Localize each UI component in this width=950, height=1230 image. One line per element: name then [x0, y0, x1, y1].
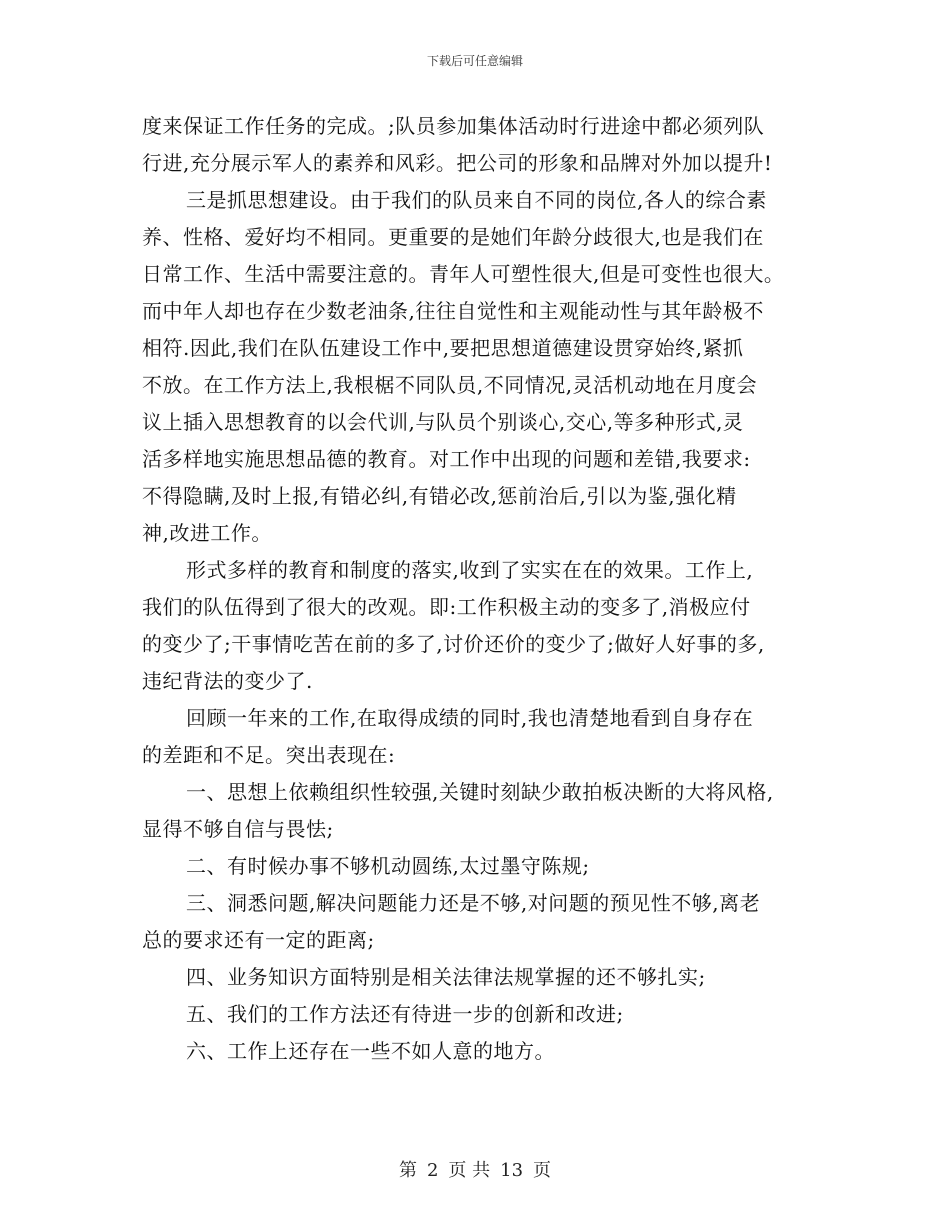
- text-line: 五、我们的工作方法还有待进一步的创新和改进;: [186, 1002, 624, 1026]
- text-line: 活多样地实施思想品德的教育。对工作中出现的问题和差错,我要求:: [142, 447, 751, 471]
- text-line: 不得隐瞒,及时上报,有错必纠,有错必改,惩前治后,引以为鉴,强化精: [142, 484, 737, 508]
- paragraph: [142, 774, 814, 848]
- text-line: 显得不够自信与畏怯;: [142, 817, 334, 841]
- paragraph: [142, 959, 814, 996]
- paragraph: [142, 700, 814, 774]
- text-line: 相符.因此,我们在队伍建设工作中,要把思想道德建设贯穿始终,紧抓: [142, 336, 744, 360]
- text-line: 养、性格、爱好均不相同。更重要的是她们年龄分歧很大,也是我们在: [142, 225, 764, 249]
- text-line: 不放。在工作方法上,我根椐不同队员,不同情况,灵活机动地在月度会: [142, 373, 758, 397]
- paragraph: [142, 108, 814, 182]
- text-line: 神,改进工作。: [142, 521, 272, 545]
- footer-prefix: 第: [398, 1160, 417, 1181]
- footer-suffix: 页: [533, 1160, 552, 1181]
- paragraph: [142, 1033, 814, 1070]
- text-line: 四、业务知识方面特别是相关法律法规掌握的还不够扎实;: [186, 965, 706, 989]
- total-page-count: 13: [500, 1160, 524, 1181]
- text-line: 形式多样的教育和制度的落实,收到了实实在在的效果。工作上,: [186, 558, 754, 582]
- text-line: 度来保证工作任务的完成。;队员参加集体活动时行进途中都必须列队: [142, 114, 765, 138]
- text-line: 行进,充分展示军人的素养和风彩。把公司的形象和品牌对外加以提升!: [142, 151, 773, 175]
- paragraph: [142, 848, 814, 885]
- text-line: 日常工作、生活中需要注意的。青年人可塑性很大,但是可变性也很大。: [142, 262, 785, 286]
- text-line: 的差距和不足。突出表现在:: [142, 743, 396, 767]
- text-line: 三、洞悉问题,解决问题能力还是不够,对问题的预见性不够,离老: [186, 891, 761, 915]
- text-line: 总的要求还有一定的距离;: [142, 928, 375, 952]
- document-body: [142, 108, 814, 1070]
- text-line: 六、工作上还存在一些不如人意的地方。: [186, 1039, 555, 1063]
- text-line: 二、有时候办事不够机动圆练,太过墨守陈规;: [186, 854, 590, 878]
- text-line: 回顾一年来的工作,在取得成绩的同时,我也清楚地看到自身存在: [186, 706, 754, 730]
- page-header: 下载后可任意编辑: [426, 54, 523, 68]
- current-page-number: 2: [426, 1160, 439, 1181]
- footer-middle: 页 共: [448, 1160, 491, 1181]
- page-footer: [0, 1156, 950, 1182]
- paragraph: [142, 182, 814, 552]
- text-line: 的变少了;干事情吃苦在前的多了,讨价还价的变少了;做好人好事的多,: [142, 632, 765, 656]
- text-line: 我们的队伍得到了很大的改观。即:工作积极主动的变多了,消极应付: [142, 595, 751, 619]
- text-line: 三是抓思想建设。由于我们的队员来自不同的岗位,各人的综合素: [186, 188, 767, 212]
- text-line: 违纪背法的变少了.: [142, 669, 313, 693]
- paragraph: [142, 996, 814, 1033]
- text-line: 议上插入思想教育的以会代训,与队员个别谈心,交心,等多种形式,灵: [142, 410, 744, 434]
- text-line: 一、思想上依赖组织性较强,关键时刻缺少敢拍板决断的大将风格,: [186, 780, 774, 804]
- paragraph: [142, 552, 814, 700]
- paragraph: [142, 885, 814, 959]
- text-line: 而中年人却也存在少数老油条,往往自觉性和主观能动性与其年龄极不: [142, 299, 764, 323]
